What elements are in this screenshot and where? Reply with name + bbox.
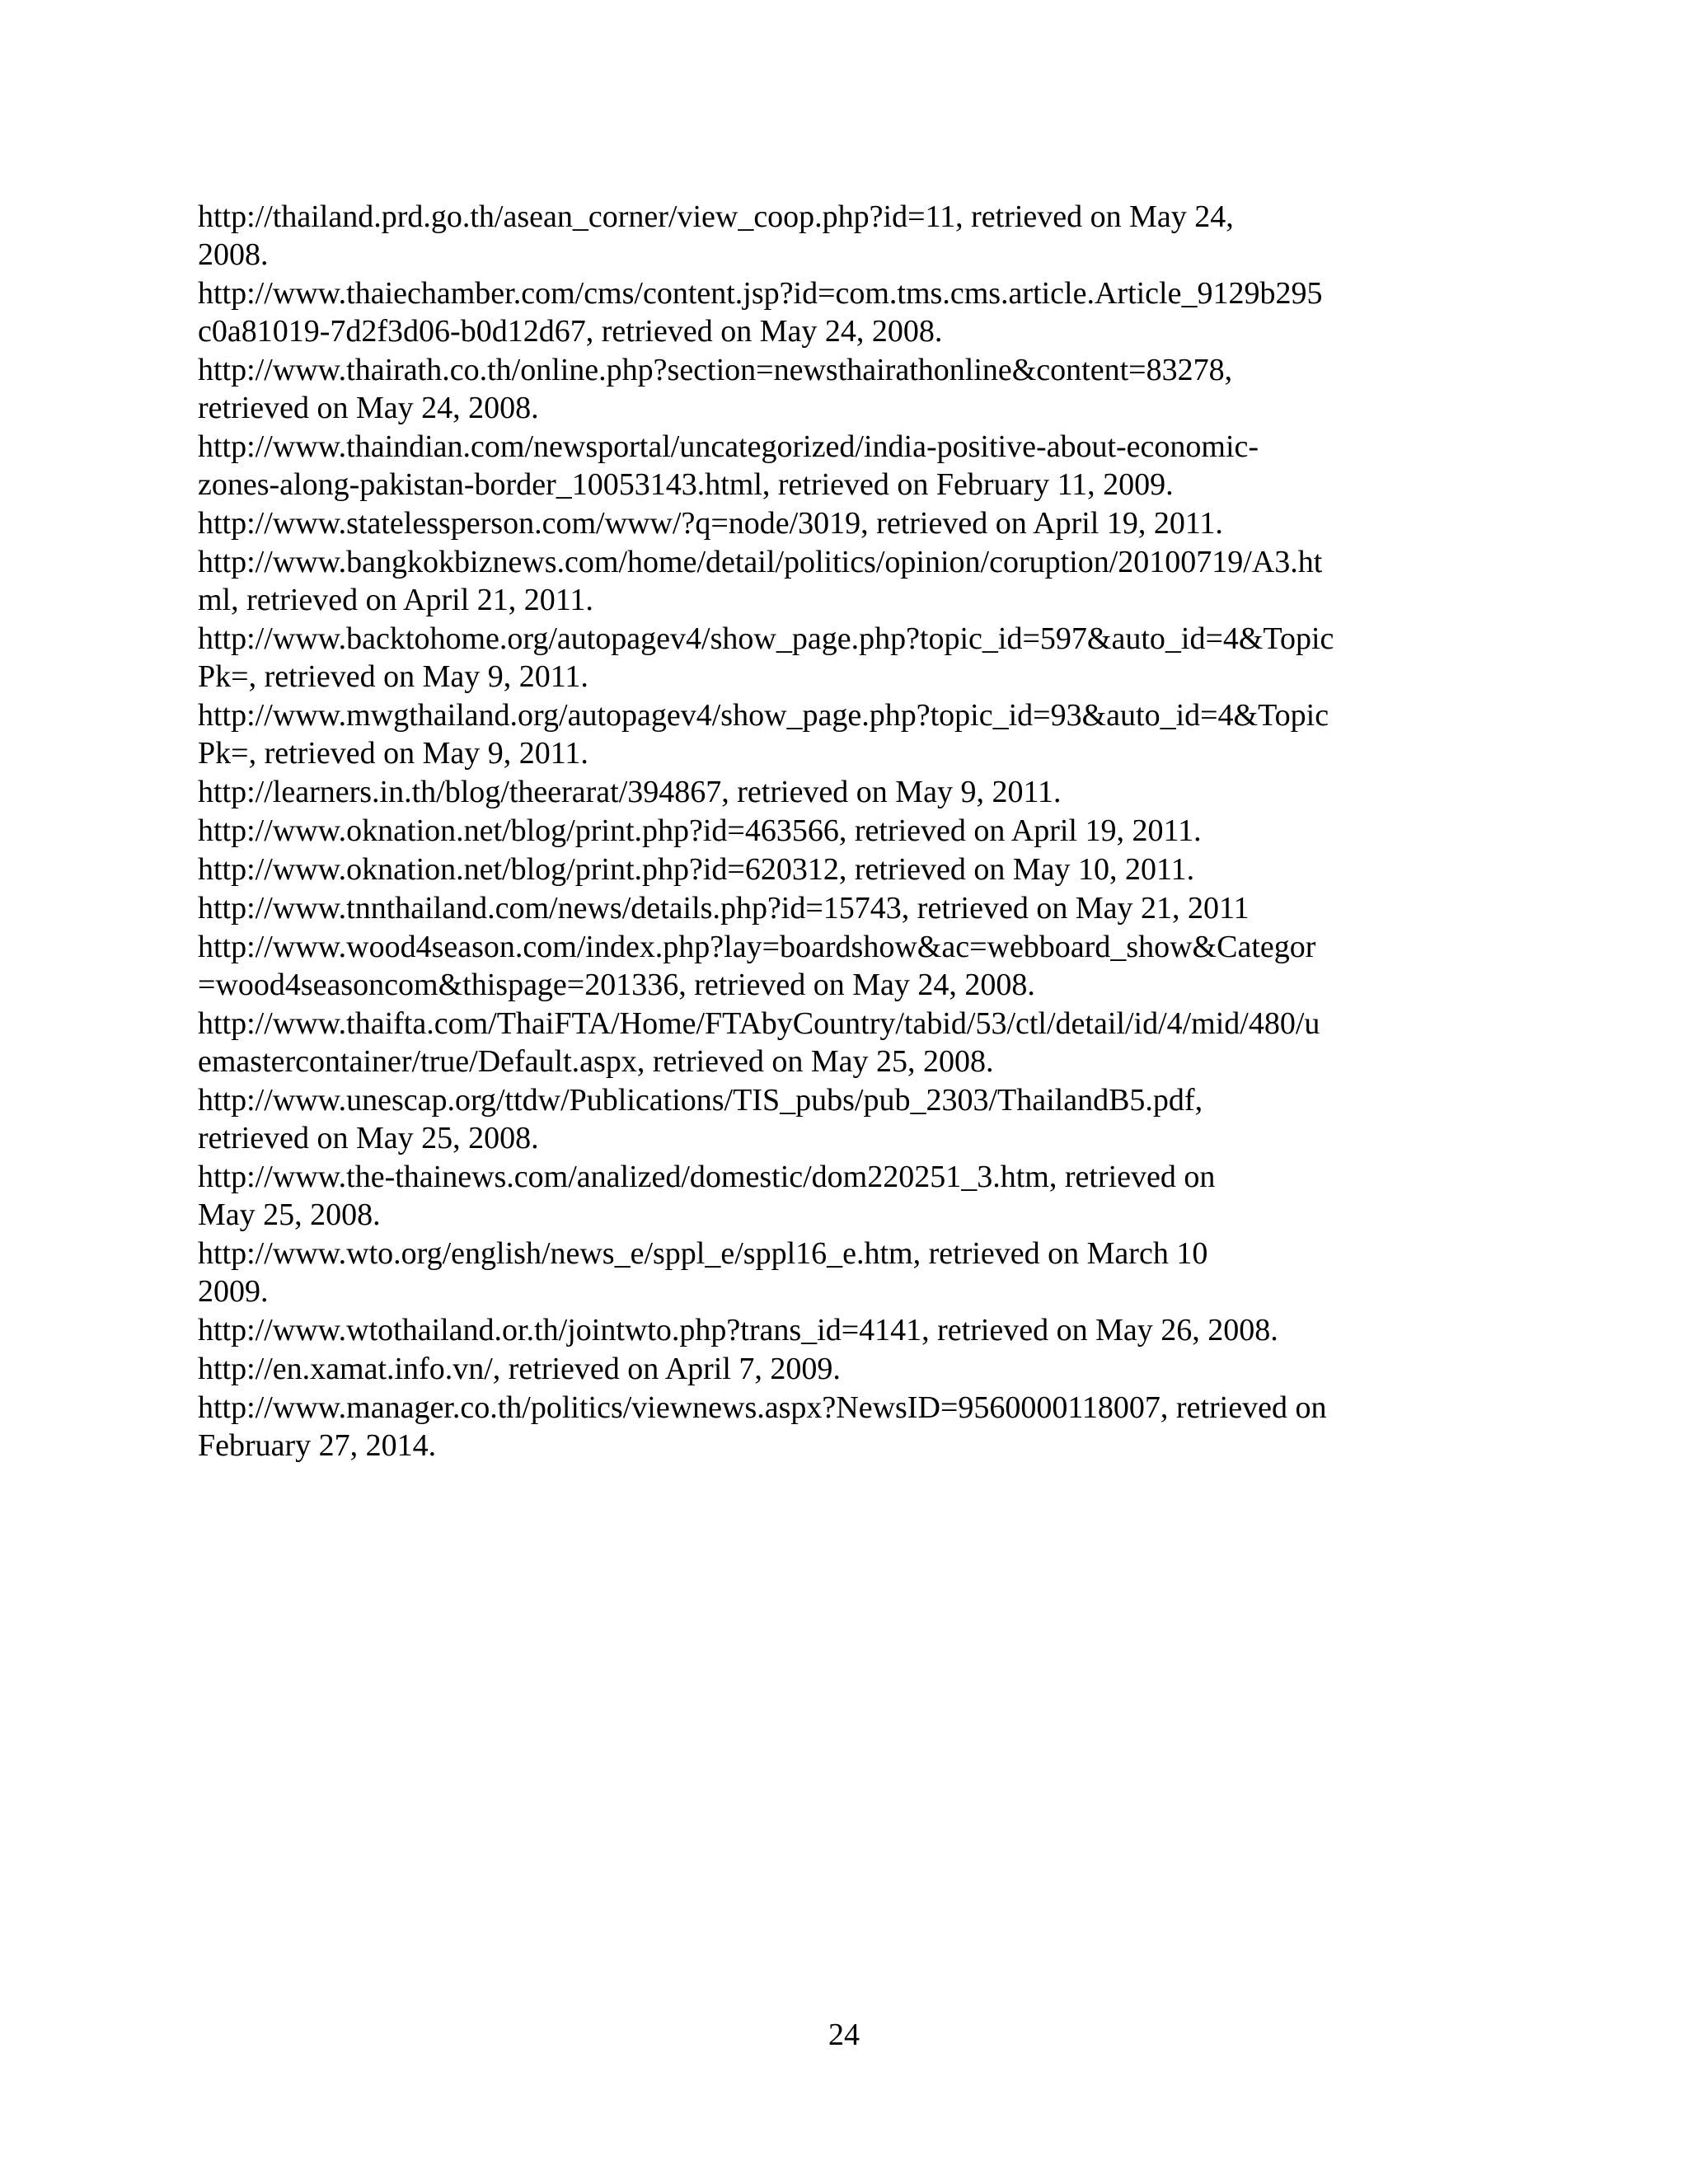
reference-entry bbox=[198, 696, 1418, 772]
reference-entry bbox=[198, 812, 1418, 850]
reference-line: http://www.the-thainews.com/analized/domestic/dom220251_3.htm, retrieved on bbox=[198, 1160, 1216, 1194]
reference-entry bbox=[198, 428, 1418, 504]
reference-line: http://thailand.prd.go.th/asean_corner/view_coop.php?id=11, retrieved on May 24, bbox=[198, 199, 1234, 234]
reference-line: Pk=, retrieved on May 9, 2011. bbox=[198, 659, 588, 694]
reference-entry bbox=[198, 928, 1418, 1004]
reference-line: emastercontainer/true/Default.aspx, retrieved on May 25, 2008. bbox=[198, 1044, 994, 1079]
reference-entry bbox=[198, 1158, 1418, 1234]
reference-entry bbox=[198, 851, 1418, 888]
reference-entry bbox=[198, 773, 1418, 811]
reference-line: http://www.mwgthailand.org/autopagev4/show_page.php?topic_id=93&auto_id=4&Topic bbox=[198, 698, 1329, 733]
reference-line: http://www.backtohome.org/autopagev4/show_page.php?topic_id=597&auto_id=4&Topic bbox=[198, 621, 1334, 656]
reference-line: http://www.wtothailand.or.th/jointwto.php?trans_id=4141, retrieved on May 26, 2008. bbox=[198, 1313, 1278, 1347]
reference-line: http://www.oknation.net/blog/print.php?id=620312, retrieved on May 10, 2011. bbox=[198, 852, 1195, 887]
reference-line: http://www.wood4season.com/index.php?lay=boardshow&ac=webboard_show&Categor bbox=[198, 930, 1316, 964]
reference-entry bbox=[198, 1005, 1418, 1080]
reference-line: http://www.bangkokbiznews.com/home/detail/politics/opinion/coruption/20100719/A3.ht bbox=[198, 545, 1323, 579]
reference-entry bbox=[198, 1235, 1418, 1310]
reference-entry bbox=[198, 620, 1418, 696]
reference-entry bbox=[198, 504, 1418, 542]
reference-line: ml, retrieved on April 21, 2011. bbox=[198, 583, 593, 617]
reference-line: http://www.thairath.co.th/online.php?section=newsthairathonline&content=83278, bbox=[198, 353, 1233, 387]
reference-entry bbox=[198, 1389, 1418, 1465]
reference-line: =wood4seasoncom&thispage=201336, retrieved on May 24, 2008. bbox=[198, 968, 1035, 1002]
reference-line: http://www.thaindian.com/newsportal/uncategorized/india-positive-about-economic- bbox=[198, 429, 1259, 464]
reference-entry bbox=[198, 1350, 1418, 1388]
reference-line: http://www.oknation.net/blog/print.php?id=463566, retrieved on April 19, 2011. bbox=[198, 813, 1202, 848]
reference-entry bbox=[198, 543, 1418, 619]
reference-entry bbox=[198, 198, 1418, 274]
reference-line: http://www.thaifta.com/ThaiFTA/Home/FTAbyCountry/tabid/53/ctl/detail/id/4/mid/480/u bbox=[198, 1006, 1320, 1041]
reference-entry bbox=[198, 274, 1418, 350]
reference-line: Pk=, retrieved on May 9, 2011. bbox=[198, 736, 588, 771]
reference-line: February 27, 2014. bbox=[198, 1428, 437, 1463]
reference-line: zones-along-pakistan-border_10053143.html, retrieved on February 11, 2009. bbox=[198, 467, 1174, 502]
reference-line: http://en.xamat.info.vn/, retrieved on April 7, 2009. bbox=[198, 1352, 841, 1386]
reference-line: http://www.unescap.org/ttdw/Publications/TIS_pubs/pub_2303/ThailandB5.pdf, bbox=[198, 1083, 1203, 1118]
reference-line: 2008. bbox=[198, 237, 269, 272]
reference-line: retrieved on May 24, 2008. bbox=[198, 391, 539, 425]
page-number: 24 bbox=[828, 2018, 860, 2052]
reference-entry bbox=[198, 889, 1418, 927]
reference-entry bbox=[198, 1311, 1418, 1349]
reference-line: http://www.manager.co.th/politics/viewnews.aspx?NewsID=9560000118007, retrieved on bbox=[198, 1390, 1327, 1425]
reference-line: http://www.wto.org/english/news_e/sppl_e/sppl16_e.htm, retrieved on March 10 bbox=[198, 1236, 1208, 1271]
reference-entry bbox=[198, 351, 1418, 427]
reference-line: http://www.statelessperson.com/www/?q=node/3019, retrieved on April 19, 2011. bbox=[198, 506, 1223, 541]
reference-line: 2009. bbox=[198, 1274, 269, 1309]
reference-list bbox=[198, 198, 1418, 1465]
reference-entry bbox=[198, 1081, 1418, 1157]
reference-line: c0a81019-7d2f3d06-b0d12d67, retrieved on May 24, 2008. bbox=[198, 314, 943, 349]
reference-line: May 25, 2008. bbox=[198, 1197, 381, 1232]
reference-line: http://www.tnnthailand.com/news/details.php?id=15743, retrieved on May 21, 2011 bbox=[198, 891, 1250, 926]
reference-line: retrieved on May 25, 2008. bbox=[198, 1121, 539, 1155]
reference-line: http://learners.in.th/blog/theerarat/394867, retrieved on May 9, 2011. bbox=[198, 775, 1062, 809]
reference-line: http://www.thaiechamber.com/cms/content.jsp?id=com.tms.cms.article.Article_9129b295 bbox=[198, 276, 1323, 311]
